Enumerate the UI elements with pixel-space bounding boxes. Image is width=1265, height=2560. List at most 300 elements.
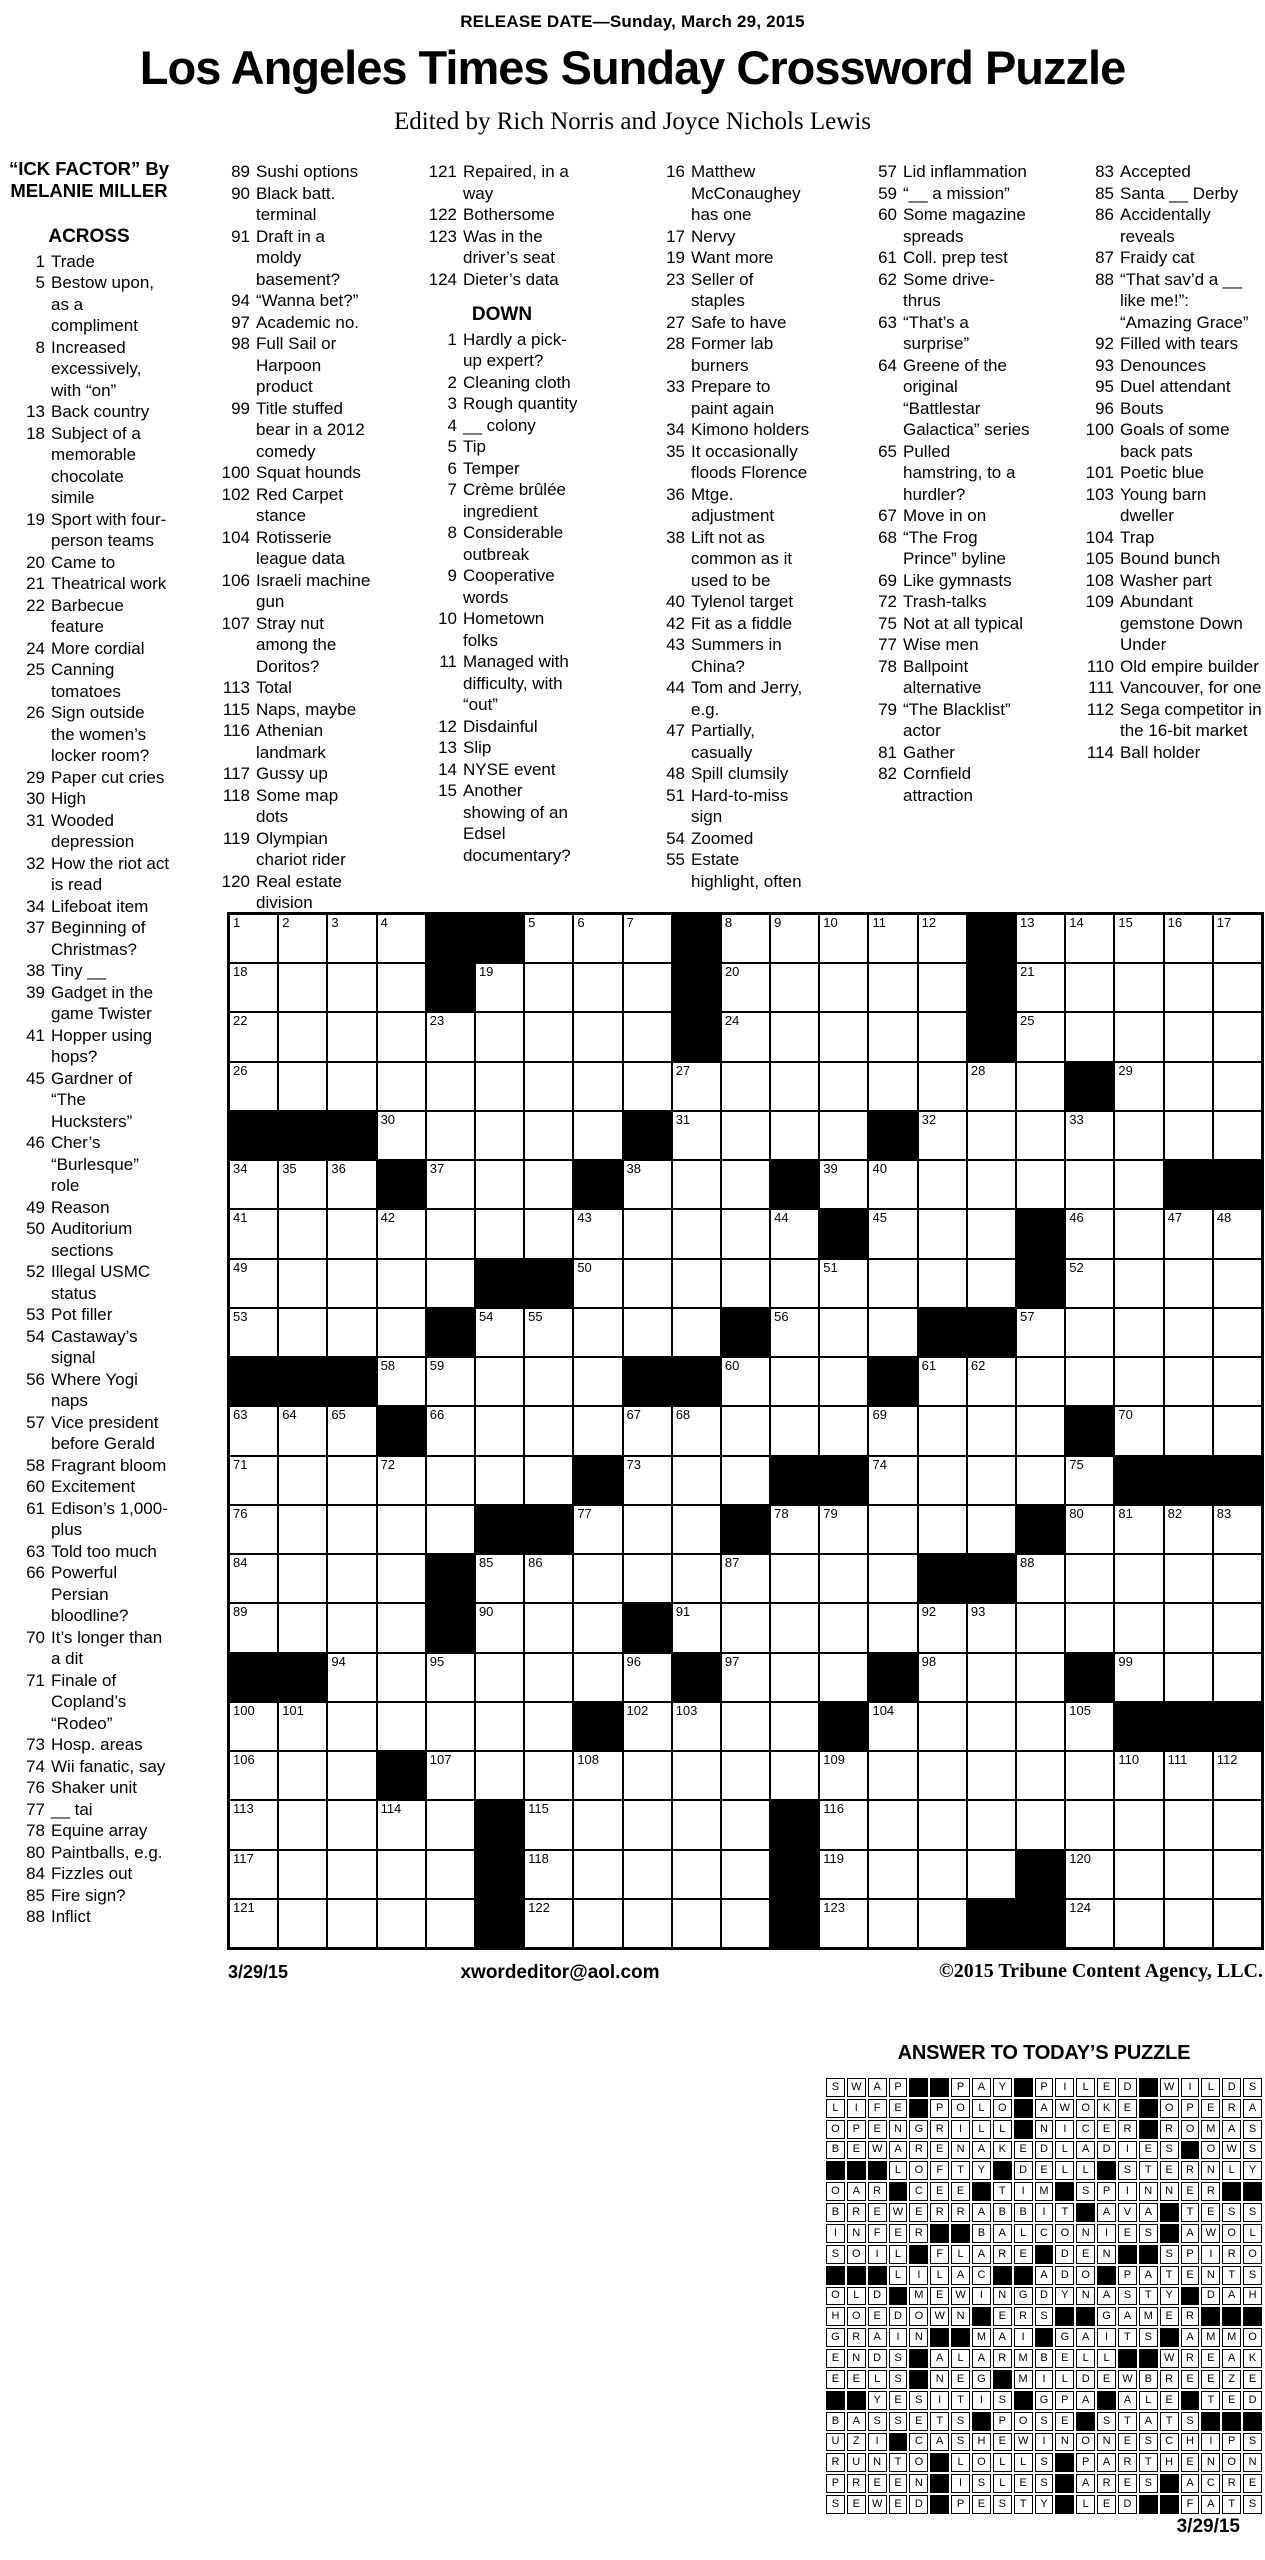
clue-text: Coll. prep test — [903, 248, 1008, 267]
down-label: DOWN — [471, 304, 533, 325]
answer-black-cell — [1139, 2099, 1158, 2118]
cell-number: 90 — [478, 1604, 494, 1620]
answer-cell: O — [1201, 2141, 1220, 2160]
grid-cell — [673, 1851, 720, 1898]
clue-text: Wooded depression — [51, 810, 135, 851]
grid-cell — [1115, 1260, 1162, 1307]
grid-cell — [230, 1407, 277, 1454]
grid-cell — [624, 915, 671, 962]
grid-cell — [574, 915, 621, 962]
answer-black-cell — [1076, 2412, 1095, 2431]
grid-cell — [279, 1900, 326, 1947]
clue-text: Hometown folks — [463, 609, 545, 650]
answer-cell: L — [1076, 2495, 1095, 2514]
answer-cell: W — [1160, 2078, 1179, 2097]
answer-black-cell — [993, 2266, 1012, 2285]
answer-cell: R — [1222, 2099, 1241, 2118]
clue-down-92 — [1078, 333, 1264, 355]
clue-number: 102 — [221, 484, 250, 504]
answer-cell: E — [1055, 2412, 1074, 2431]
clue-text: Some drive-thrus — [903, 269, 995, 310]
clue-number: 50 — [26, 1219, 45, 1238]
clue-text: Denounces — [1120, 355, 1207, 375]
clue-text: Estate highlight, often — [691, 850, 802, 891]
answer-black-cell — [930, 2224, 949, 2243]
cell-number: 32 — [921, 1111, 937, 1127]
answer-cell: P — [1035, 2078, 1054, 2097]
grid-cell — [1115, 1654, 1162, 1701]
grid-cell — [919, 1063, 966, 1110]
grid-cell — [574, 1309, 621, 1356]
grid-cell — [279, 1309, 326, 1356]
cell-number: 3 — [331, 915, 339, 930]
answer-cell: S — [1243, 2141, 1262, 2160]
black-cell — [1066, 1407, 1113, 1454]
black-cell — [1017, 1851, 1064, 1898]
answer-cell: Y — [972, 2161, 991, 2180]
grid-cell — [427, 1703, 474, 1750]
clue-down-51 — [649, 785, 811, 828]
clue-text: Crème brûlée ingredient — [463, 480, 566, 521]
cell-number: 77 — [577, 1505, 592, 1521]
footer-email: xwordeditor@aol.com — [460, 1962, 660, 1983]
black-cell — [624, 1112, 671, 1159]
clue-number: 32 — [26, 853, 45, 873]
answer-cell: S — [1222, 2203, 1241, 2222]
clue-number: 70 — [26, 1627, 45, 1647]
answer-cell: L — [1076, 2349, 1095, 2368]
answer-cell: N — [951, 2141, 970, 2160]
clue-across-115 — [214, 699, 376, 721]
grid-cell — [1017, 1407, 1064, 1454]
answer-cell: L — [951, 2349, 970, 2368]
grid-cell — [624, 1506, 671, 1553]
grid-cell — [427, 1358, 474, 1405]
grid-cell — [820, 1309, 867, 1356]
cell-number: 49 — [233, 1259, 248, 1275]
edited-by: Edited by Rich Norris and Joyce Nichols Lewis — [394, 108, 871, 135]
clue-down-62 — [861, 269, 1031, 312]
grid-cell — [378, 1210, 425, 1257]
clue-text: Some map dots — [256, 785, 339, 826]
clue-number: 56 — [26, 1369, 45, 1389]
answer-cell: A — [993, 2224, 1012, 2243]
cell-number: 47 — [1167, 1210, 1183, 1226]
grid-cell — [820, 1752, 867, 1799]
grid-cell — [869, 1260, 916, 1307]
grid-cell — [771, 1555, 818, 1602]
clue-down-86 — [1078, 204, 1264, 247]
clue-across-63 — [6, 1541, 172, 1563]
grid-cell — [476, 1654, 523, 1701]
answer-cell: W — [1014, 2433, 1033, 2452]
clue-text: Bestow upon, as a compliment — [51, 273, 155, 335]
answer-cell: M — [1014, 2370, 1033, 2389]
clue-number: 13 — [438, 738, 457, 757]
grid-cell — [968, 1260, 1015, 1307]
answer-cell: A — [868, 2078, 887, 2097]
answer-black-cell — [1118, 2349, 1137, 2368]
answer-cell: N — [993, 2287, 1012, 2306]
cell-number: 54 — [478, 1308, 494, 1324]
grid-cell — [869, 1604, 916, 1651]
answer-cell: Y — [1243, 2161, 1262, 2180]
grid-cell — [328, 964, 375, 1011]
clue-text: Finale of Copland’s “Rodeo” — [51, 1670, 127, 1733]
grid-cell — [919, 1604, 966, 1651]
cell-number: 44 — [774, 1210, 789, 1226]
grid-cell — [722, 964, 769, 1011]
answer-cell: T — [1118, 2328, 1137, 2347]
answer-cell: A — [1076, 2474, 1095, 2493]
clue-number: 90 — [231, 183, 250, 203]
answer-black-cell — [1139, 2349, 1158, 2368]
cell-number: 83 — [1216, 1505, 1232, 1521]
answer-cell: R — [993, 2245, 1012, 2264]
grid-cell — [624, 1555, 671, 1602]
grid-cell — [673, 1752, 720, 1799]
grid-cell — [968, 1654, 1015, 1701]
clue-text: __ colony — [463, 415, 536, 435]
clue-text: Where Yogi naps — [51, 1369, 138, 1410]
cell-number: 38 — [626, 1161, 641, 1177]
clue-text: Abundant gemstone Down Under — [1120, 592, 1243, 654]
answer-cell: L — [889, 2161, 908, 2180]
answer-cell: S — [826, 2078, 845, 2097]
answer-cell: W — [868, 2495, 887, 2514]
answer-cell: S — [993, 2391, 1012, 2410]
cell-number: 29 — [1118, 1062, 1133, 1078]
clue-across-37 — [6, 917, 172, 960]
clue-number: 41 — [26, 1025, 45, 1045]
black-cell — [1017, 1900, 1064, 1947]
grid-cell — [722, 1457, 769, 1504]
answer-cell: E — [1181, 2453, 1200, 2472]
cell-number: 101 — [282, 1702, 304, 1718]
grid-cell — [476, 1752, 523, 1799]
answer-cell: D — [1097, 2141, 1116, 2160]
answer-black-cell — [909, 2078, 928, 2097]
answer-cell: P — [1055, 2391, 1074, 2410]
answer-cell: A — [1097, 2453, 1116, 2472]
clue-text: Red Carpet stance — [256, 484, 343, 525]
clue-number: 44 — [666, 678, 685, 697]
answer-cell: W — [889, 2203, 908, 2222]
answer-cell: T — [1055, 2203, 1074, 2222]
answer-cell: A — [1201, 2495, 1220, 2514]
answer-black-cell — [1014, 2266, 1033, 2285]
grid-cell — [1165, 1506, 1212, 1553]
answer-cell: I — [1181, 2078, 1200, 2097]
answer-cell: S — [1118, 2287, 1137, 2306]
grid-cell — [968, 1358, 1015, 1405]
black-cell — [673, 964, 720, 1011]
grid-cell — [476, 1013, 523, 1060]
answer-cell: O — [1222, 2224, 1241, 2243]
answer-black-cell — [951, 2328, 970, 2347]
grid-cell — [1066, 1801, 1113, 1848]
clue-number: 96 — [1095, 398, 1114, 418]
clue-text: Considerable outbreak — [463, 523, 564, 564]
black-cell — [771, 1457, 818, 1504]
clue-down-67 — [861, 505, 1031, 527]
clue-number: 60 — [26, 1477, 45, 1496]
answer-black-cell — [993, 2161, 1012, 2180]
grid-cell — [919, 1358, 966, 1405]
clue-number: 4 — [447, 415, 457, 435]
clue-down-78 — [861, 656, 1031, 699]
black-cell — [771, 1900, 818, 1947]
grid-cell — [279, 1851, 326, 1898]
answer-black-cell — [930, 2328, 949, 2347]
answer-cell: T — [1222, 2495, 1241, 2514]
grid-cell — [1115, 915, 1162, 962]
release-date: RELEASE DATE—Sunday, March 29, 2015 — [460, 12, 805, 31]
answer-cell: E — [847, 2495, 866, 2514]
clue-text: Matthew McConaughey has one — [691, 162, 801, 224]
grid-cell — [427, 1900, 474, 1947]
grid-cell — [869, 1013, 916, 1060]
cell-number: 63 — [233, 1407, 248, 1423]
cell-number: 20 — [724, 964, 740, 980]
answer-black-cell — [930, 2495, 949, 2514]
black-cell — [673, 1013, 720, 1060]
clue-down-1 — [421, 329, 583, 372]
clue-across-34 — [6, 896, 172, 918]
grid-cell — [1214, 1900, 1261, 1947]
cell-number: 98 — [921, 1653, 937, 1669]
clue-across-18 — [6, 423, 172, 509]
cell-number: 23 — [429, 1013, 445, 1029]
grid-cell — [427, 1851, 474, 1898]
answer-black-cell — [889, 2433, 908, 2452]
clue-across-32 — [6, 853, 172, 896]
grid-cell — [1017, 1309, 1064, 1356]
clue-number: 65 — [878, 441, 897, 461]
grid-cell — [574, 1063, 621, 1110]
answer-cell: E — [1118, 2099, 1137, 2118]
clue-text: Castaway’s signal — [51, 1326, 138, 1367]
grid-cell — [919, 1752, 966, 1799]
answer-black-cell — [1222, 2307, 1241, 2326]
clue-number: 97 — [231, 312, 250, 332]
cell-number: 22 — [233, 1013, 248, 1029]
answer-cell: V — [1118, 2203, 1137, 2222]
clue-across-76 — [6, 1777, 172, 1799]
clue-number: 104 — [221, 527, 250, 547]
clue-across-25 — [6, 659, 172, 702]
grid-cell — [771, 1506, 818, 1553]
clue-number: 15 — [438, 781, 457, 800]
grid-cell — [624, 1801, 671, 1848]
clue-number: 37 — [26, 918, 45, 937]
grid-cell — [722, 1654, 769, 1701]
clue-down-88 — [1078, 269, 1264, 334]
clue-number: 61 — [878, 248, 897, 267]
answer-black-cell — [1014, 2099, 1033, 2118]
grid-cell — [230, 964, 277, 1011]
clue-number: 22 — [26, 595, 45, 615]
clue-across-94 — [214, 290, 376, 312]
clue-text: Naps, maybe — [256, 699, 357, 719]
grid-cell — [919, 915, 966, 962]
answer-cell: E — [1097, 2370, 1116, 2389]
grid-cell — [328, 1260, 375, 1307]
answer-cell: S — [1181, 2412, 1200, 2431]
clue-across-21 — [6, 573, 172, 595]
cell-number: 117 — [233, 1850, 254, 1866]
answer-cell: P — [1118, 2266, 1137, 2285]
clue-down-108 — [1078, 570, 1264, 592]
answer-cell: T — [1139, 2453, 1158, 2472]
grid-cell — [1214, 1309, 1261, 1356]
clue-text: Squat hounds — [256, 463, 361, 482]
grid-cell — [722, 1210, 769, 1257]
clue-text: Tip — [463, 437, 486, 456]
grid-cell — [722, 1063, 769, 1110]
answer-black-cell — [1014, 2391, 1033, 2410]
grid-cell — [328, 1506, 375, 1553]
grid-cell — [820, 1506, 867, 1553]
grid-cell — [230, 1801, 277, 1848]
grid-cell — [1165, 1407, 1212, 1454]
cell-number: 14 — [1069, 915, 1084, 930]
clue-number: 118 — [222, 785, 250, 805]
answer-black-cell — [826, 2161, 845, 2180]
grid-cell — [525, 1210, 572, 1257]
clue-text: It occasionally floods Florence — [691, 441, 808, 482]
grid-cell — [869, 964, 916, 1011]
cell-number: 88 — [1020, 1555, 1035, 1571]
answer-cell: W — [1118, 2370, 1137, 2389]
grid-cell — [427, 1457, 474, 1504]
answer-cell: O — [1243, 2245, 1262, 2264]
answer-cell: P — [993, 2412, 1012, 2431]
clue-number: 38 — [666, 527, 685, 547]
grid-cell — [1066, 1112, 1113, 1159]
grid-cell — [1165, 1112, 1212, 1159]
answer-cell: I — [951, 2120, 970, 2139]
clue-across-70 — [6, 1627, 172, 1670]
answer-cell: R — [909, 2141, 928, 2160]
clue-across-60 — [6, 1476, 172, 1498]
black-cell — [968, 1555, 1015, 1602]
grid-cell — [673, 1555, 720, 1602]
cell-number: 69 — [872, 1407, 887, 1423]
answer-cell: L — [993, 2120, 1012, 2139]
clue-text: “The Blacklist” actor — [903, 699, 1011, 740]
grid-cell — [427, 1013, 474, 1060]
answer-black-cell — [1201, 2307, 1220, 2326]
clue-text: Beginning of Christmas? — [51, 918, 146, 959]
answer-cell: R — [1118, 2453, 1137, 2472]
grid-cell — [673, 1604, 720, 1651]
clue-down-69 — [861, 570, 1031, 592]
answer-cell: R — [1181, 2349, 1200, 2368]
black-cell — [968, 1900, 1015, 1947]
cell-number: 73 — [626, 1456, 641, 1472]
answer-cell: B — [1139, 2370, 1158, 2389]
answer-cell: M — [909, 2287, 928, 2306]
cell-number: 75 — [1069, 1456, 1084, 1472]
answer-cell: M — [1201, 2328, 1220, 2347]
clue-text: Wii fanatic, say — [51, 1756, 166, 1776]
cell-number: 39 — [823, 1161, 838, 1177]
clue-number: 67 — [878, 506, 897, 525]
clue-down-35 — [649, 441, 811, 484]
clue-number: 45 — [26, 1068, 45, 1088]
clue-number: 110 — [1086, 656, 1114, 676]
clue-number: 94 — [231, 291, 250, 310]
grid-cell — [820, 1407, 867, 1454]
answer-cell: P — [889, 2078, 908, 2097]
black-cell — [624, 1604, 671, 1651]
grid-cell — [230, 1752, 277, 1799]
grid-cell — [869, 1851, 916, 1898]
answer-cell: L — [993, 2453, 1012, 2472]
grid-cell — [771, 1752, 818, 1799]
answer-black-cell — [1035, 2245, 1054, 2264]
cell-number: 68 — [675, 1407, 691, 1423]
clue-text: Pot filler — [51, 1305, 113, 1324]
answer-black-cell — [889, 2182, 908, 2201]
answer-cell: L — [826, 2099, 845, 2118]
answer-cell: A — [847, 2182, 866, 2201]
clue-number: 64 — [878, 355, 897, 375]
clue-number: 58 — [26, 1455, 45, 1475]
clue-text: Trade — [51, 251, 95, 271]
answer-cell: A — [972, 2245, 991, 2264]
answer-black-cell — [1222, 2412, 1241, 2431]
answer-cell: G — [1055, 2328, 1074, 2347]
clue-text: Filled with tears — [1120, 334, 1239, 353]
grid-cell — [328, 1309, 375, 1356]
answer-cell: E — [951, 2182, 970, 2201]
clue-text: Subject of a memorable chocolate simile — [51, 423, 141, 507]
clue-number: 103 — [1085, 484, 1114, 504]
clue-number: 77 — [878, 635, 897, 654]
cell-number: 71 — [233, 1456, 248, 1472]
grid-cell — [230, 1703, 277, 1750]
answer-black-cell — [1055, 2474, 1074, 2493]
grid-cell — [427, 1161, 474, 1208]
clue-text: Fragrant bloom — [51, 1455, 167, 1475]
clue-text: Fraidy cat — [1120, 248, 1195, 267]
clue-down-23 — [649, 269, 811, 312]
cell-number: 10 — [823, 915, 838, 930]
clue-number: 73 — [26, 1735, 45, 1754]
black-cell — [968, 915, 1015, 962]
clue-text: Cleaning cloth — [463, 372, 571, 392]
clue-across-52 — [6, 1261, 172, 1304]
clue-number: 14 — [438, 759, 457, 779]
grid-cell — [673, 1506, 720, 1553]
answer-cell: S — [1076, 2182, 1095, 2201]
clue-across-39 — [6, 982, 172, 1025]
cell-number: 35 — [282, 1161, 297, 1177]
grid-cell — [722, 915, 769, 962]
answer-black-cell — [1243, 2182, 1262, 2201]
answer-black-cell — [930, 2078, 949, 2097]
answer-cell: K — [1243, 2349, 1262, 2368]
grid-cell — [673, 1112, 720, 1159]
answer-cell: E — [1097, 2120, 1116, 2139]
black-cell — [1017, 1210, 1064, 1257]
grid-cell — [919, 1112, 966, 1159]
grid-cell — [1066, 1358, 1113, 1405]
answer-cell: T — [993, 2182, 1012, 2201]
grid-cell — [279, 1063, 326, 1110]
